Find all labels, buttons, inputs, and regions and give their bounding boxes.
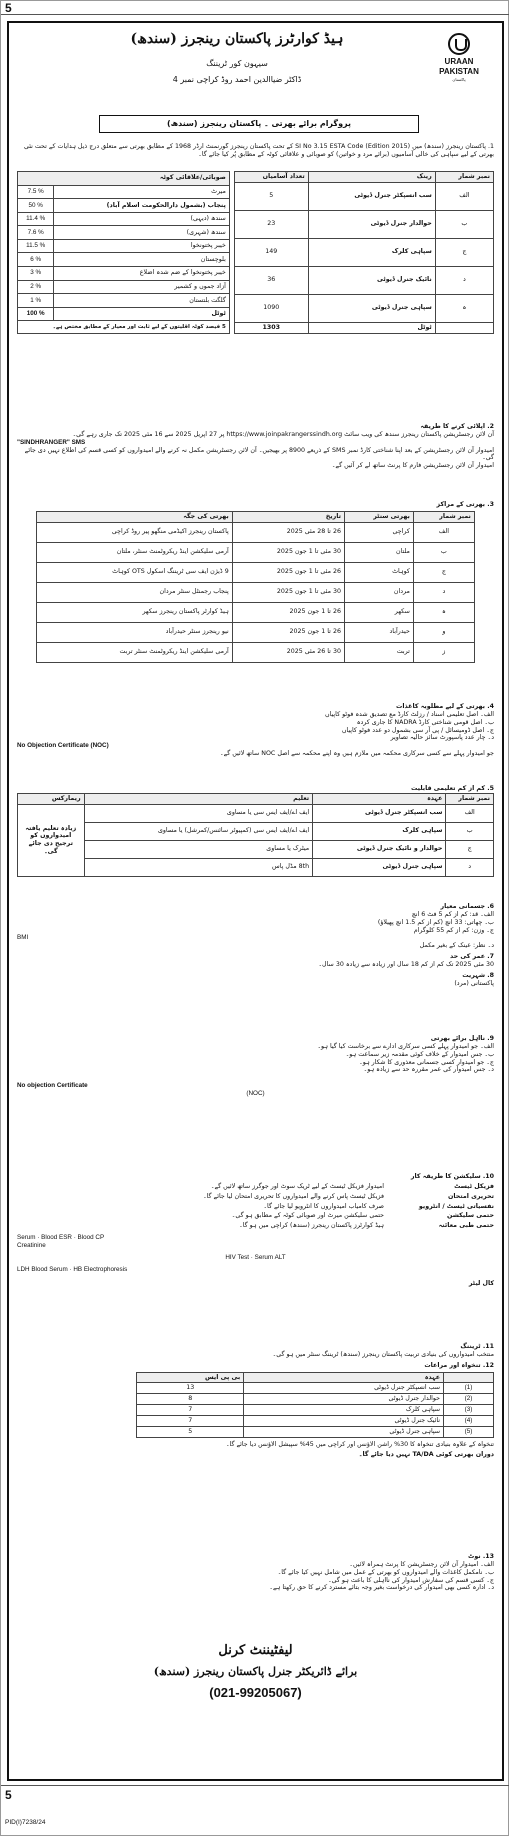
centre-venue: آرمی سلیکشن اینڈ ریکروٹمنٹ سنٹر، ملتان xyxy=(37,542,233,562)
pay-serial: (2) xyxy=(444,1394,494,1405)
centre-venue: آرمی سلیکشن اینڈ ریکروٹمنٹ سنٹر تربت xyxy=(37,642,233,662)
ineligible-item: الف۔ جو امیدوار پہلے کسی سرکاری ادارے سے برخاست کیا گیا ہو۔ xyxy=(317,1042,494,1050)
centre-date: 26 تا 1 جون 2025 xyxy=(232,622,344,642)
quota-percent: 7.6 % xyxy=(18,226,54,240)
edu-remarks: زیادہ تعلیم یافتہ امیدواروں کو ترجیح دی جائے گی۔ xyxy=(18,804,85,876)
signature-block xyxy=(17,1643,494,1773)
centre-serial: ز xyxy=(413,642,474,662)
vacancy-count: 1090 xyxy=(234,294,308,322)
centre-serial: د xyxy=(413,582,474,602)
quota-percent: 2 % xyxy=(18,280,54,294)
pay-bps: 7 xyxy=(137,1405,244,1416)
age-text: 30 مئی 2025 تک کم از کم 18 سال اور زیادہ سے زیادہ 30 سال۔ xyxy=(318,961,494,969)
centre-serial: و xyxy=(413,622,474,642)
centres-table xyxy=(36,511,475,663)
quota-region: میرٹ xyxy=(54,185,229,199)
vacancy-count: 36 xyxy=(234,266,308,294)
pay-bps: 5 xyxy=(137,1426,244,1437)
pay-note: تنخواہ کے علاوہ بنیادی تنخواہ کا 30% راشن الاؤنس اور کراچی میں 45% سپیشل الاؤنس دیا جائے گا۔ xyxy=(225,1440,494,1448)
centre-city: تربت xyxy=(344,642,413,662)
training-text: منتخب امیدواروں کی بنیادی تربیت پاکستان رینجرز (سندھ) ٹریننگ سنٹر میں ہو گی۔ xyxy=(272,1350,494,1358)
nationality-text: پاکستانی (مرد) xyxy=(454,979,494,987)
edu-post: سپاہی کلرک xyxy=(313,822,446,840)
vacancy-rank: سب انسپکٹر جنرل ڈیوٹی xyxy=(308,182,435,210)
quota-region: آزاد جموں و کشمیر xyxy=(54,280,229,294)
quota-region: خیبر پختونخوا کے ضم شدہ اضلاع xyxy=(54,267,229,281)
centre-date: 26 تا 1 جون 2025 xyxy=(232,602,344,622)
intro-paragraph: 1. پاکستان رینجرز (سندھ) میں SI No 3.15 ESTA Code (Edition 2015) کے تحت پاکستان رینجرز گورنمنٹ آرڈر 1968 کے مطابق بھرتی سے متعلق درج ذیل ہدایات کے تحت نئی بھرتی کے لیے سپاہی کی خالی آسامیوں (برائے مرد و خواتین) کو صوبائی و علاقائی کوٹہ کے مطابق پُر کیا جائے گا۔ xyxy=(23,143,494,158)
age-heading: 7. عمر کی حد xyxy=(449,953,494,961)
vacancy-count: 23 xyxy=(234,210,308,238)
quota-note: 5 فیصد کوٹہ اقلیتوں کے لیے ثابت اور معیار کے مطابق مختص ہے۔ xyxy=(18,321,230,333)
medical-tests-2: Creatinine xyxy=(17,1242,46,1250)
document-item: الف۔ اصل تعلیمی اسناد / رزلٹ کارڈ مع تصدیق شدہ فوٹو کاپیاں xyxy=(324,710,494,718)
selection-step xyxy=(17,1203,494,1211)
advertisement xyxy=(7,21,504,1781)
note-item: د۔ ادارہ کسی بھی امیدوار کی درخواست بغیر وجہ بتائے مسترد کرنے کا حق رکھتا ہے۔ xyxy=(269,1584,494,1592)
pay-serial: (1) xyxy=(444,1383,494,1394)
section-9-ineligible xyxy=(17,1035,494,1098)
col-date: تاریخ xyxy=(232,511,344,522)
centre-date: 30 تا 26 مئی 2025 xyxy=(232,642,344,662)
centre-city: ملتان xyxy=(344,542,413,562)
vacancy-serial: الف xyxy=(435,182,493,210)
step-desc: امیدوار فزیکل ٹیسٹ کے لیے ٹریک سوٹ اور جوگرز ساتھ لائیں گے۔ xyxy=(210,1182,384,1190)
section-1 xyxy=(17,143,494,334)
vacancy-count: 149 xyxy=(234,238,308,266)
centre-serial: الف xyxy=(413,522,474,542)
vacancy-rank: نائیک جنرل ڈیوٹی xyxy=(308,266,435,294)
step-desc: صرف کامیاب امیدواروں کا انٹرویو لیا جائے گا۔ xyxy=(263,1202,384,1210)
selection-step xyxy=(17,1183,494,1191)
pay-table xyxy=(136,1372,494,1438)
col-venue: بھرتی کی جگہ xyxy=(37,511,233,522)
centre-venue: پنجاب رجمنٹل سنٹر مردان xyxy=(37,582,233,602)
centre-venue: 9 ڈیژن ایف سی ٹریننگ اسکول OTS کوہاٹ xyxy=(37,562,233,582)
col-remarks: ریمارکس xyxy=(18,793,85,804)
top-bar xyxy=(1,1,509,15)
vacancy-rank: سپاہی جنرل ڈیوٹی xyxy=(308,294,435,322)
section-3-centres xyxy=(17,501,494,663)
step-desc: فزیکل ٹیسٹ پاس کرنے والے امیدواروں کا تحریری امتحان لیا جائے گا۔ xyxy=(202,1192,384,1200)
vacancy-serial: ج xyxy=(435,238,493,266)
quota-region: گلگت بلتستان xyxy=(54,294,229,308)
centre-date: 26 تا 28 مئی 2025 xyxy=(232,522,344,542)
logo-text: URAAN PAKISTAN xyxy=(439,57,479,76)
selection-step xyxy=(17,1193,494,1201)
pay-serial: (5) xyxy=(444,1426,494,1437)
documents-heading: 4. بھرتی کے لیے مطلوبہ کاغذات xyxy=(396,703,494,710)
quota-header: صوبائی/علاقائی کوٹہ xyxy=(18,172,230,186)
centre-date: 26 مئی تا 1 جون 2025 xyxy=(232,562,344,582)
section-6-physical xyxy=(17,903,494,988)
edu-post: حوالدار و نائیک جنرل ڈیوٹی xyxy=(313,840,446,858)
step-name: فزیکل ٹیسٹ xyxy=(454,1182,494,1190)
note-item: الف۔ امیدوار آن لائن رجسٹریشن کا پرنٹ ہمراہ لائیں۔ xyxy=(349,1560,494,1568)
section-5-education xyxy=(17,785,494,877)
apply-text-1: آن لائن رجسٹریشن پاکستان رینجرز سندھ کی ویب سائٹ https://www.joinpakrangerssindh.org پر 27 اپریل 2025 سے 16 مئی 2025 تک جاری رہے گی۔ xyxy=(72,430,494,438)
ad-header xyxy=(9,23,502,141)
vacancy-count: 5 xyxy=(234,182,308,210)
education-heading: 5. کم از کم تعلیمی قابلیت xyxy=(410,785,494,792)
centre-city: مردان xyxy=(344,582,413,602)
quota-region: پنجاب (بشمول دارالحکومت اسلام آباد) xyxy=(54,199,229,213)
ad-subtitle-1: سیہون کور ٹریننگ xyxy=(206,59,268,68)
pay-heading: 12. تنخواہ اور مراعات xyxy=(424,1361,494,1369)
centre-venue: ہیڈ کوارٹر پاکستان رینجرز سکھر xyxy=(37,602,233,622)
pay-post: حوالدار جنرل ڈیوٹی xyxy=(244,1394,444,1405)
signatory-rank: لیفٹیننٹ کرنل xyxy=(218,1643,293,1658)
medical-tests-4: LDH Blood Serum · HB Electrophoresis xyxy=(17,1265,128,1273)
document-item: د۔ چار عدد پاسپورٹ سائز حالیہ تصاویر xyxy=(390,734,494,742)
centre-serial: ہ xyxy=(413,602,474,622)
pay-serial: (3) xyxy=(444,1405,494,1416)
ineligible-item: د۔ جس امیدوار کی عمر مقررہ حد سے زیادہ ہو۔ xyxy=(363,1066,494,1074)
training-heading: 11. ٹریننگ xyxy=(460,1343,494,1350)
col-post: عہدہ xyxy=(244,1372,444,1383)
page-number: 5 xyxy=(5,1,12,15)
section-4-documents xyxy=(17,703,494,758)
quota-percent: 3 % xyxy=(18,267,54,281)
col-rank: رینک xyxy=(308,172,435,183)
centre-venue: پاکستان رینجرز اکیڈمی منگھو پیر روڈ کراچی xyxy=(37,522,233,542)
physical-heading: 6. جسمانی معیار xyxy=(440,903,494,910)
edu-qualification: ایف اے/ایف ایس سی یا مساوی xyxy=(84,804,313,822)
logo-subtext: پاکستان xyxy=(452,77,466,82)
col-post: عہدہ xyxy=(313,793,446,804)
vacancy-rank: سپاہی کلرک xyxy=(308,238,435,266)
physical-item: ج۔ وزن: کم از کم 55 کلوگرام xyxy=(413,926,494,934)
selection-step xyxy=(17,1212,494,1220)
selection-heading: 10. سلیکشن کا طریقہ کار xyxy=(410,1173,494,1180)
centre-city: سکھر xyxy=(344,602,413,622)
physical-item: ب۔ چھاتی: 33 انچ (کم از کم 1.5 انچ پھیلاؤ) xyxy=(377,918,494,926)
edu-qualification: 8th مڈل پاس xyxy=(84,858,313,876)
centre-city: حیدرآباد xyxy=(344,622,413,642)
apply-heading: 2. اپلائی کرنے کا طریقہ xyxy=(420,423,494,430)
quota-total: 100 % xyxy=(18,307,54,321)
pay-bps: 13 xyxy=(137,1383,244,1394)
pid-number: PID(I)7238/24 xyxy=(5,1819,46,1826)
notes-heading: 13. نوٹ xyxy=(468,1553,494,1560)
ta-da-text: دوران بھرتی کوئی TA/DA نہیں دیا جائے گا۔ xyxy=(358,1450,494,1458)
note-item: ج۔ کسی قسم کی سفارش امیدوار کی نااہلی کا باعث ہو گی۔ xyxy=(327,1576,494,1584)
pay-post: سپاہی جنرل ڈیوٹی xyxy=(244,1426,444,1437)
signatory-for: برائے ڈائریکٹر جنرل پاکستان رینجرز (سندھ) xyxy=(153,1665,358,1679)
edu-serial: د xyxy=(446,858,494,876)
edu-serial: الف xyxy=(446,804,494,822)
apply-text-3: امیدوار آن لائن رجسٹریشن فارم کا پرنٹ ساتھ لے کر آئیں گے۔ xyxy=(331,462,494,470)
nationality-heading: 8. شہریت xyxy=(462,971,494,979)
col-serial: نمبر شمار xyxy=(413,511,474,522)
edu-post: سب انسپکٹر جنرل ڈیوٹی xyxy=(313,804,446,822)
quota-percent: 6 % xyxy=(18,253,54,267)
col-education: تعلیم xyxy=(84,793,313,804)
centre-date: 30 مئی تا 1 جون 2025 xyxy=(232,582,344,602)
document-item: ج۔ اصل ڈومیسائل / پی آر سی بشمول دو عدد فوٹو کاپیاں xyxy=(341,726,494,734)
vacancy-total-label: ٹوٹل xyxy=(308,322,435,333)
col-serial: نمبر شمار xyxy=(435,172,493,183)
quota-table xyxy=(17,171,230,334)
pay-post: سب انسپکٹر جنرل ڈیوٹی xyxy=(244,1383,444,1394)
vacancy-rank: حوالدار جنرل ڈیوٹی xyxy=(308,210,435,238)
centre-venue: نیو رینجرز سنٹر حیدرآباد xyxy=(37,622,233,642)
medical-tests-1: Serum · Blood ESR · Blood CP xyxy=(17,1234,105,1242)
col-centre: بھرتی سنٹر xyxy=(344,511,413,522)
vacancy-serial: ب xyxy=(435,210,493,238)
vacancy-table xyxy=(234,171,494,334)
col-bps: بی پی ایس xyxy=(137,1372,244,1383)
step-name: حتمی طبی معائنہ xyxy=(438,1222,494,1230)
ineligible-item: ج۔ جو امیدوار کسی جسمانی معذوری کا شکار ہو۔ xyxy=(359,1058,494,1066)
noc-label: No Objection Certificate (NOC) xyxy=(17,742,109,750)
ad-title: ہیڈ کوارٹرز پاکستان رینجرز (سندھ) xyxy=(130,31,344,47)
noc-certificate: No objection Certificate xyxy=(17,1082,88,1090)
physical-item: الف۔ قد: کم از کم 5 فٹ 6 انچ xyxy=(411,910,494,918)
quota-region: بلوچستان xyxy=(54,253,229,267)
sms-keyword: "SINDHRANGER" SMS xyxy=(17,438,86,446)
quota-total-label: ٹوٹل xyxy=(54,307,229,321)
physical-item: د۔ نظر: عینک کے بغیر مکمل xyxy=(419,942,494,950)
vacancy-total: 1303 xyxy=(234,322,308,333)
section-11-training xyxy=(17,1343,494,1458)
pay-serial: (4) xyxy=(444,1416,494,1427)
pay-post: سپاہی کلرک xyxy=(244,1405,444,1416)
vacancy-serial: د xyxy=(435,266,493,294)
centre-serial: ب xyxy=(413,542,474,562)
document-item: ب۔ اصل قومی شناختی کارڈ NADRA کا جاری کردہ xyxy=(356,718,494,726)
centre-date: 30 مئی تا 1 جون 2025 xyxy=(232,542,344,562)
pay-post: نائیک جنرل ڈیوٹی xyxy=(244,1416,444,1427)
note-item: ب۔ نامکمل کاغذات والے امیدواروں کو بھرتی کے عمل میں شامل نہیں کیا جائے گا۔ xyxy=(277,1568,494,1576)
logo-mark-icon xyxy=(448,33,470,55)
quota-percent: 11.5 % xyxy=(18,239,54,253)
program-banner: پروگرام برائے بھرتی ۔ پاکستان رینجرز (سندھ) xyxy=(99,115,419,133)
edu-qualification: ایف اے/ایف ایس سی (کمپیوٹر سائنس/کمرشل) یا مساوی xyxy=(84,822,313,840)
centre-city: کوہاٹ xyxy=(344,562,413,582)
section-13-notes xyxy=(17,1553,494,1592)
medical-tests-3: HIV Test · Serum ALT xyxy=(225,1253,286,1261)
ad-subtitle-2: ڈاکٹر ضیاالدین احمد روڈ کراچی نمبر 4 xyxy=(172,75,302,84)
centre-serial: ج xyxy=(413,562,474,582)
edu-qualification: میٹرک یا مساوی xyxy=(84,840,313,858)
apply-text-2: امیدوار آن لائن رجسٹریشن کے بعد اپنا شناختی کارڈ نمبر SMS کے ذریعے 8900 پر بھیجیں۔ آن لائن رجسٹریشن مکمل نہ کرنے والے امیدواروں کو کسی قسم کی اطلاع نہیں دی جائے گی۔ xyxy=(24,446,494,462)
centre-city: کراچی xyxy=(344,522,413,542)
step-name: تحریری امتحان xyxy=(448,1192,494,1200)
pay-bps: 7 xyxy=(137,1416,244,1427)
col-serial: نمبر شمار xyxy=(446,793,494,804)
contact-phone: (021-99205067) xyxy=(209,1685,302,1700)
selection-step xyxy=(17,1222,494,1230)
ineligible-item: ب۔ جس امیدوار کے خلاف کوئی مقدمہ زیر سماعت ہو۔ xyxy=(345,1050,494,1058)
vacancy-serial: ہ xyxy=(435,294,493,322)
section-10-selection xyxy=(17,1173,494,1287)
step-name: نفسیاتی ٹیسٹ / انٹرویو xyxy=(418,1202,494,1210)
quota-percent: 50 % xyxy=(18,199,54,213)
quota-region: سندھ (شہری) xyxy=(54,226,229,240)
centres-heading: 3. بھرتی کے مراکز xyxy=(436,501,494,508)
page-number-bottom: 5 xyxy=(5,1788,12,1802)
quota-region: سندھ (دیہی) xyxy=(54,212,229,226)
edu-post: سپاہی جنرل ڈیوٹی xyxy=(313,858,446,876)
ineligible-heading: 9. نااہل برائے بھرتی xyxy=(430,1035,494,1042)
col-posts: تعداد آسامیاں xyxy=(234,172,308,183)
step-name: حتمی سلیکشن xyxy=(447,1212,494,1220)
edu-serial: ب xyxy=(446,822,494,840)
noc-text: جو امیدوار پہلے سے کسی سرکاری محکمہ میں ملازم ہیں وہ اپنے محکمہ سے اصل NOC ساتھ لائیں گے۔ xyxy=(219,750,494,758)
pay-bps: 8 xyxy=(137,1394,244,1405)
edu-serial: ج xyxy=(446,840,494,858)
call-letter-label: کال لیٹر xyxy=(468,1279,494,1287)
quota-percent: 7.5 % xyxy=(18,185,54,199)
noc-abbr: (NOC) xyxy=(246,1090,265,1098)
bmi-label: BMI xyxy=(17,934,29,942)
education-table xyxy=(17,793,494,877)
quota-region: خیبر پختونخوا xyxy=(54,239,229,253)
quota-percent: 1 % xyxy=(18,294,54,308)
bottom-bar xyxy=(1,1785,509,1801)
step-desc: ہیڈ کوارٹرز پاکستان رینجرز (سندھ) کراچی میں ہو گا۔ xyxy=(239,1222,384,1230)
step-desc: حتمی سلیکشن میرٹ اور صوبائی کوٹہ کے مطابق ہو گی۔ xyxy=(231,1212,384,1220)
uraan-pakistan-logo xyxy=(424,33,494,93)
section-2-apply xyxy=(17,423,494,470)
quota-percent: 11.4 % xyxy=(18,212,54,226)
